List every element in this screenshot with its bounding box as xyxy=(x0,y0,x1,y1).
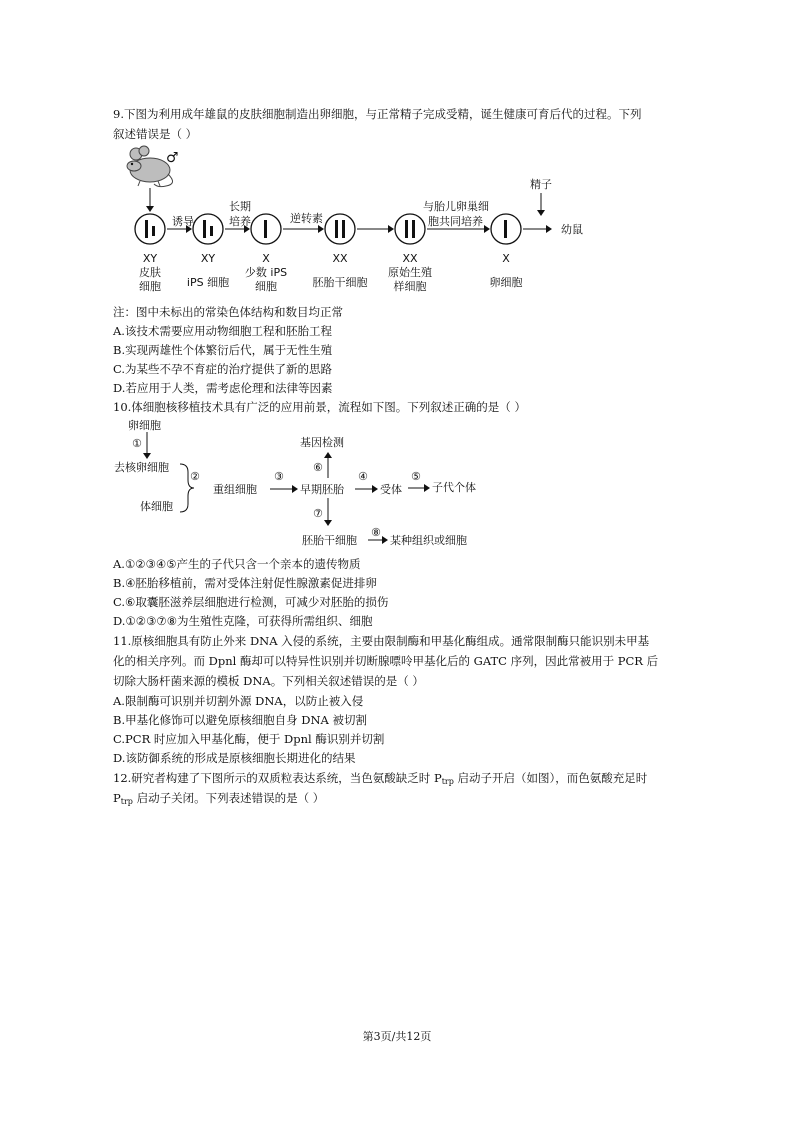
label-recipient: 受体 xyxy=(380,483,402,496)
q12-ptrp-sub-1: trp xyxy=(441,777,454,786)
cell-few-ips xyxy=(251,214,281,244)
label-oocyte: 卵细胞 xyxy=(128,419,161,432)
cell-name-4a: 胚胎干细胞 xyxy=(312,276,368,289)
cell-oocyte xyxy=(491,214,521,244)
q11-stem-line-2: 化的相关序列。而 Dpnl 酶却可以特异性识别并切断腺嘌呤甲基化后的 GATC 序列，因此常被用于 PCR 后 xyxy=(113,654,659,668)
q12-stem-line-1 xyxy=(113,770,647,790)
step-7: ⑦ xyxy=(313,507,323,520)
cell-name-3b: 细胞 xyxy=(255,280,277,293)
label-offspring: 子代个体 xyxy=(432,481,476,494)
step-3: ③ xyxy=(274,470,284,483)
step-8: ⑧ xyxy=(371,526,381,539)
cell-name-1b: 细胞 xyxy=(139,280,161,293)
cell-name-5a: 原始生殖 xyxy=(388,266,432,279)
q9-figure xyxy=(110,142,610,302)
step-6: ⑥ xyxy=(313,461,323,474)
q10-option-a: A.①②③④⑤产生的子代只含一个亲本的遗传物质 xyxy=(113,557,361,571)
q12-stem-1a: 12.研究者构建了下图所示的双质粒表达系统，当色氨酸缺乏时 P xyxy=(113,771,442,785)
arrow-label-reverse: 逆转素 xyxy=(290,212,323,225)
q9-stem-line-1: 9.下图为利用成年雄鼠的皮肤细胞制造出卵细胞，与正常精子完成受精，诞生健康可育后代的过程。下列 xyxy=(113,107,642,121)
q10-stem: 10.体细胞核移植技术具有广泛的应用前景，流程如下图。下列叙述正确的是（ ） xyxy=(113,400,526,414)
label-enucleated: 去核卵细胞 xyxy=(114,461,169,474)
cell-karyotype-6: X xyxy=(502,252,510,265)
cell-ips xyxy=(193,214,223,244)
q9-note: 注：图中未标出的常染色体结构和数目均正常 xyxy=(113,305,343,319)
cell-karyotype-5: XX xyxy=(402,252,418,265)
male-symbol: ♂ xyxy=(166,150,179,166)
q12-stem-line-2 xyxy=(113,790,324,810)
q10-figure xyxy=(110,416,510,554)
q9-option-d: D.若应用于人类，需考虑伦理和法律等因素 xyxy=(113,381,333,395)
label-somatic: 体细胞 xyxy=(140,500,173,513)
step-1: ① xyxy=(132,437,142,450)
q12-stem-2a: P xyxy=(113,791,121,805)
q9-stem-line-2: 叙述错误是（ ） xyxy=(113,127,198,141)
q11-option-a: A.限制酶可识别并切割外源 DNA，以防止被入侵 xyxy=(113,694,364,708)
q11-option-d: D.该防御系统的形成是原核细胞长期进化的结果 xyxy=(113,751,356,765)
cell-karyotype-1: XY xyxy=(142,252,158,265)
pup-label: 幼鼠 xyxy=(561,223,583,236)
q11-option-c: C.PCR 时应加入甲基化酶，便于 Dpnl 酶识别并切割 xyxy=(113,732,385,746)
arrow-label-induce: 诱导 xyxy=(172,215,194,228)
cell-name-2a: iPS 细胞 xyxy=(186,276,230,289)
q9-option-a: A.该技术需要应用动物细胞工程和胚胎工程 xyxy=(113,324,332,338)
q9-option-c: C.为某些不孕不育症的治疗提供了新的思路 xyxy=(113,362,333,376)
cell-name-5b: 样细胞 xyxy=(393,280,427,293)
cell-karyotype-2: XY xyxy=(200,252,216,265)
q10-option-b: B.④胚胎移植前，需对受体注射促性腺激素促进排卵 xyxy=(113,576,377,590)
label-gene-test: 基因检测 xyxy=(300,436,344,449)
q10-option-c: C.⑥取囊胚滋养层细胞进行检测，可减少对胚胎的损伤 xyxy=(113,595,389,609)
label-reconstructed: 重组细胞 xyxy=(213,483,257,496)
label-tissues: 某种组织或细胞 xyxy=(390,534,467,547)
label-early-embryo: 早期胚胎 xyxy=(300,483,344,496)
step-5: ⑤ xyxy=(411,470,421,483)
arrow-label-long-1: 长期 xyxy=(229,200,251,213)
arrow-label-coculture-2: 胞共同培养 xyxy=(428,215,483,228)
cell-karyotype-4: XX xyxy=(332,252,348,265)
cell-name-1a: 皮肤 xyxy=(139,266,161,279)
q11-stem-line-1: 11.原核细胞具有防止外来 DNA 入侵的系统，主要由限制酶和甲基化酶组成。通常限制酶只能识别未甲基 xyxy=(113,634,650,648)
q12-stem-1b: 启动子开启（如图），而色氨酸充足时 xyxy=(453,771,648,785)
label-es-cells: 胚胎干细胞 xyxy=(302,534,357,547)
cell-es xyxy=(325,214,355,244)
arrow-label-coculture-1: 与胎儿卵巢细 xyxy=(423,200,489,213)
cell-name-3a: 少数 iPS xyxy=(244,266,288,279)
cell-name-6a: 卵细胞 xyxy=(489,276,523,289)
page-footer: 第3页/共12页 xyxy=(362,1030,432,1043)
sperm-label: 精子 xyxy=(530,178,552,191)
q9-option-b: B.实现两雄性个体繁衍后代，属于无性生殖 xyxy=(113,343,333,357)
q10-option-d: D.①②③⑦⑧为生殖性克隆，可获得所需组织、细胞 xyxy=(113,614,373,628)
step-4: ④ xyxy=(358,470,368,483)
q11-stem-line-3: 切除大肠杆菌来源的模板 DNA。下列相关叙述错误的是（ ） xyxy=(113,674,424,688)
cell-pgc-like xyxy=(395,214,425,244)
arrow-label-long-2: 培养 xyxy=(229,215,251,228)
cell-karyotype-3: X xyxy=(262,252,270,265)
cell-skin xyxy=(135,214,165,244)
q12-ptrp-sub-2: trp xyxy=(120,797,133,806)
q12-stem-2b: 启动子关闭。下列表述错误的是（ ） xyxy=(132,791,325,805)
step-2: ② xyxy=(190,470,200,483)
q11-option-b: B.甲基化修饰可以避免原核细胞自身 DNA 被切割 xyxy=(113,713,368,727)
